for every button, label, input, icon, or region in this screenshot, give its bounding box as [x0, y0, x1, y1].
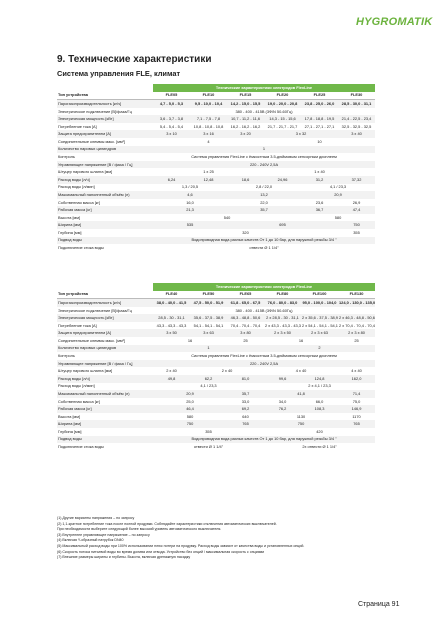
- row-value: 54,1 - 54,1 - 54,1: [193, 322, 224, 328]
- table-group-title: Технические характеристики электродов FlexLine: [153, 84, 375, 92]
- row-value: 2 x 3 x 80: [338, 329, 375, 337]
- table-row: [57, 360, 375, 368]
- row-label: Глубина [мм]: [58, 229, 82, 235]
- row-value: 580: [334, 214, 342, 220]
- row-value: 18,6: [227, 176, 264, 184]
- row-value: 3 x 10: [153, 130, 190, 138]
- row-value: 640: [242, 413, 249, 419]
- row-label: Подключение стока воды: [58, 443, 104, 449]
- table-row: [57, 244, 375, 252]
- table-row: [57, 352, 375, 360]
- row-value: 12,48: [190, 176, 227, 184]
- row-value: 76,2: [264, 405, 301, 413]
- row-value: 22,0: [260, 199, 268, 205]
- row-value: 35,7: [227, 390, 264, 398]
- row-label: Управляющее напряжение [В / фаза / Гц]: [57, 161, 153, 169]
- table-row: [57, 322, 375, 330]
- row-value: 33,0: [241, 398, 250, 404]
- row-value: Система управления FlexLine с ёмкостным 3.5-дюймовым сенсорным дисплеем: [191, 353, 337, 359]
- row-value: 36,7: [301, 206, 338, 214]
- row-value: 16: [187, 337, 193, 343]
- row-value: 35,6 - 37,5 - 38,9: [190, 314, 227, 322]
- footnote: (1) Другие варианты напряжения – по запросу: [57, 516, 135, 520]
- row-value: 1: [153, 146, 375, 154]
- row-value: 2 x 54,1 - 54,1 - 54,1: [302, 322, 338, 328]
- row-value: Водопроводная вода разных качеств От 1 до 10 бар, для наружной резьбы 3/4 ": [153, 436, 375, 444]
- row-value: 3,6 - 3,7 - 3,8: [153, 115, 190, 123]
- header-model: FLE20: [264, 92, 301, 100]
- row-value: 25: [354, 337, 359, 343]
- row-value: 47,5 - 50,0 - 51,9: [190, 299, 227, 307]
- header-model: FLE05: [153, 92, 190, 100]
- row-value: 10,8 - 10,8 - 10,8: [193, 123, 224, 129]
- row-value: 75,0: [352, 398, 361, 404]
- table-row: [57, 161, 375, 169]
- row-value: 750: [338, 221, 375, 229]
- row-value: 420: [316, 428, 323, 434]
- row-value: 28,5 - 30 - 31,1: [153, 314, 190, 322]
- row-label: Контроль: [58, 154, 75, 160]
- row-value: 3 x 16: [190, 130, 227, 138]
- row-value: 62,2: [190, 375, 227, 383]
- footnote: (5) Максимальный расход воды при 100% использовании плюс потери на продувку. Расход воды зависит от качества воды и установленных опций.: [57, 543, 305, 548]
- table-row: [57, 130, 375, 138]
- row-value: 19,0 - 20,0 - 20,8: [264, 100, 301, 108]
- row-value: 41,8: [264, 390, 338, 398]
- row-value: 71,4: [338, 390, 375, 398]
- row-value: 3 x 80: [227, 329, 264, 337]
- row-value: 13,2: [227, 191, 301, 199]
- row-value: 43,3 - 43,3 - 43,3: [156, 322, 187, 328]
- row-value: 76,0 - 80,0 - 83,0: [264, 299, 301, 307]
- row-value: 9,5 - 10,0 - 10,4: [190, 100, 227, 108]
- row-value: 25: [243, 337, 248, 343]
- row-value: 2 x 43,3 - 43,3 - 43,3: [265, 322, 301, 328]
- row-value: 695: [227, 221, 338, 229]
- row-label: Собственная масса [кг]: [58, 199, 100, 205]
- row-value: 16,0: [186, 199, 194, 205]
- table-row: [57, 436, 375, 444]
- table-row: [57, 405, 375, 413]
- row-value: 355: [353, 229, 360, 235]
- row-value: 46,3 - 48,8 - 50,6: [227, 314, 264, 322]
- row-value: 1 x 25: [203, 169, 214, 175]
- row-value: 750: [264, 420, 338, 428]
- row-value: 4,7 - 5,0 - 5,3: [153, 100, 190, 108]
- footnote: (4) Включая Y-образный патрубок DN40: [57, 538, 124, 543]
- row-value: 1,3 / 20,5: [181, 184, 199, 190]
- row-value: 355: [205, 428, 212, 434]
- table-row: [57, 229, 375, 237]
- row-value: 81,0: [227, 375, 264, 383]
- brand-logo: HYGROMATIK: [356, 16, 433, 28]
- row-value: 1130: [296, 413, 306, 419]
- row-value: 2 x 3 x 63: [301, 329, 338, 337]
- row-value: 4,1 / 23,3: [329, 184, 347, 190]
- footnote: (3) Внутреннее управляющее напряжение – по запросу: [57, 532, 150, 537]
- header-model: FLE80: [264, 291, 301, 299]
- table-row: [57, 345, 375, 353]
- row-value: 2: [264, 345, 375, 353]
- row-value: 1170: [352, 413, 361, 419]
- row-value: 4,1 / 23,3: [200, 383, 217, 389]
- row-label: Рабочая масса [кг]: [57, 405, 153, 413]
- table-row: [57, 206, 375, 214]
- row-label: Парогазопроизводительность [кг/ч]: [57, 299, 153, 307]
- table-row: [57, 443, 375, 451]
- table-row: [57, 191, 375, 199]
- row-value: 320: [242, 229, 249, 235]
- row-value: 69,2: [227, 405, 264, 413]
- row-value: 2 x 3 x 50: [264, 329, 301, 337]
- footnote: (2) 1,1-кратное потребление тока после полной продувки. Соблюдайте характеристики отключения автоматических выключателей.: [57, 521, 277, 526]
- table-row: [57, 428, 375, 436]
- row-value: Система управления FlexLine с ёмкостным 3.5-дюймовым сенсорным дисплеем: [191, 154, 337, 160]
- row-label: Электрическое подключение [В]/фаза/Гц: [58, 108, 132, 114]
- row-value: 7,1 - 7,5 - 7,8: [190, 115, 227, 123]
- row-value: 124,8: [301, 375, 338, 383]
- table-row: [57, 100, 375, 108]
- table-row: [57, 115, 375, 123]
- row-value: 1: [153, 345, 264, 353]
- row-value: 380 - 400 - 415В (3Ф/N 50-60Гц): [235, 307, 293, 313]
- row-value: 21,4 - 22,5 - 23,4: [338, 115, 375, 123]
- table-row: [57, 123, 375, 131]
- row-value: 6,24: [153, 176, 190, 184]
- row-label: Штуцер парового шланга [мм]: [58, 368, 113, 374]
- row-label: Электрическая мощность [кВт]: [57, 115, 153, 123]
- row-value: 2,8 / 22,0: [255, 184, 273, 190]
- row-label: Подвод воды: [57, 237, 153, 245]
- row-value: 220 - 240V 2,5A: [153, 161, 375, 169]
- row-value: 146,9: [338, 405, 375, 413]
- table-row: [57, 184, 375, 192]
- row-label: Глубина [мм]: [58, 428, 82, 434]
- row-value: 25,0: [186, 398, 194, 404]
- table-row: [57, 214, 375, 222]
- footnote: (7) Внешние размеры ширины и глубины. Высота, включая дренажную насадку: [57, 555, 191, 560]
- table-row: [57, 199, 375, 207]
- row-value: 580: [186, 413, 194, 419]
- row-value: 162,0: [338, 375, 375, 383]
- row-label: Парогазопроизводительность [кг/ч]: [57, 100, 153, 108]
- table-row: [57, 375, 375, 383]
- row-value: 2 x 28,5 - 30 - 31,1: [264, 314, 301, 322]
- table-row: [57, 307, 375, 315]
- row-label: Расход воды [л/ч]: [57, 375, 153, 383]
- header-model: FLE15: [227, 92, 264, 100]
- table-row: [57, 314, 375, 322]
- row-value: 24,96: [264, 176, 301, 184]
- row-value: 765: [338, 420, 375, 428]
- table-row: [57, 146, 375, 154]
- row-label: Высота [мм]: [58, 214, 80, 220]
- row-value: 32,5 - 32,5 - 32,5: [341, 123, 372, 129]
- row-value: 20,9: [153, 390, 227, 398]
- row-label: Расход воды [л/мин]: [58, 184, 95, 190]
- row-label: Электрическое подключение [В]/фаза/Гц: [58, 307, 132, 313]
- row-value: 2 x 4,1 / 23,3: [308, 383, 331, 389]
- row-label: Расход воды [л/мин]: [58, 383, 95, 389]
- row-value: 3 x 50: [153, 329, 190, 337]
- header-model: FLE30: [338, 92, 375, 100]
- table-row: [57, 138, 375, 146]
- row-value: 220 - 240V 2,5A: [153, 360, 375, 368]
- row-value: 47,4: [338, 206, 375, 214]
- section-subheading: Система управления FLE, климат: [57, 69, 181, 78]
- header-label: Тип устройства: [57, 291, 153, 299]
- row-label: Ширина [мм]: [57, 221, 153, 229]
- row-value: 2 x 70,4 - 70,4 - 70,4: [339, 322, 375, 328]
- table-row: [57, 383, 375, 391]
- row-label: Количество паровых цилиндров: [57, 146, 153, 154]
- row-value: 61,8 - 65,0 - 67,5: [227, 299, 264, 307]
- header-model: FLE40: [153, 291, 190, 299]
- page-number: Страница 91: [358, 601, 400, 608]
- table-row: [57, 221, 375, 229]
- row-label: Электрическая мощность [кВт]: [57, 314, 153, 322]
- header-model: FLE25: [301, 92, 338, 100]
- row-value: 3 x 32: [264, 130, 338, 138]
- row-value: 16,2 - 16,2 - 16,2: [230, 123, 261, 129]
- header-model: FLE10: [190, 92, 227, 100]
- row-value: 23,8 - 25,0 - 26,0: [301, 100, 338, 108]
- header-model: FLE50: [190, 291, 227, 299]
- row-value: 70,4 - 70,4 - 70,4: [230, 322, 261, 328]
- row-value: 380 - 400 - 415В (3Ф/N 50-60Гц): [235, 108, 293, 114]
- row-value: 2 x 35,6 - 37,5 - 38,9: [302, 315, 338, 321]
- row-value: 28,5 - 30,0 - 31,1: [338, 100, 375, 108]
- table-row: [57, 398, 375, 406]
- row-value: 1 x 40: [314, 169, 325, 175]
- row-label: Потребление тока [А]: [58, 123, 97, 129]
- row-label: Соединительные клеммы макс. [мм²]: [58, 337, 125, 343]
- row-value: 4 x 40: [295, 368, 307, 374]
- row-value: 10: [317, 138, 322, 144]
- row-value: 5,4 - 5,4 - 5,4: [159, 123, 184, 129]
- row-label: Максимальный наполненный объём (л): [57, 390, 153, 398]
- spec-table-small: [57, 84, 375, 252]
- row-label: Соединительные клеммы макс. [мм²]: [58, 138, 125, 144]
- section-heading: 9. Технические характеристики: [57, 54, 212, 65]
- spec-table-large: [57, 283, 375, 451]
- row-value: 4 x 40: [351, 368, 362, 374]
- table-row: [57, 413, 375, 421]
- row-label: Ширина [мм]: [57, 420, 153, 428]
- row-value: 3 x 63: [190, 329, 227, 337]
- footnotes: [57, 516, 387, 561]
- header-model: FLE100: [301, 291, 338, 299]
- row-value: 66,0: [315, 398, 324, 404]
- row-value: 3 x 20: [227, 130, 264, 138]
- row-value: 10,7 - 11,2 - 11,6: [227, 115, 264, 123]
- table-group-title: Технические характеристики электродов FlexLine: [153, 283, 375, 291]
- row-value: 37,32: [338, 176, 375, 184]
- row-value: 20,9: [301, 191, 375, 199]
- footnote: При необходимости выберите следующий более высокий уровень автоматического выключателя.: [57, 527, 222, 532]
- row-label: Защита предохранителем [А]: [57, 329, 153, 337]
- row-value: 4,6: [153, 191, 227, 199]
- row-value: 46,4: [153, 405, 227, 413]
- row-label: Управляющее напряжение [В / фаза / Гц]: [57, 360, 153, 368]
- row-value: 23,6: [315, 199, 324, 205]
- row-value: 124,0 - 130,0 - 135,0: [339, 299, 375, 305]
- row-label: Защита предохранителем [А]: [57, 130, 153, 138]
- header-model: FLE130: [338, 291, 375, 299]
- row-label: Собственная масса [кг]: [58, 398, 100, 404]
- row-value: 765: [227, 420, 264, 428]
- row-value: отвести Ø 1 1/4": [249, 244, 279, 250]
- row-value: 31,2: [301, 176, 338, 184]
- row-value: 21,7 - 21,7 - 21,7: [267, 123, 298, 129]
- row-label: Рабочая масса [кг]: [57, 206, 153, 214]
- row-value: 108,3: [301, 405, 338, 413]
- row-value: 99,6: [264, 375, 301, 383]
- table-row: [57, 420, 375, 428]
- row-value: 16: [298, 337, 304, 343]
- row-label: Подключение стока воды: [58, 244, 104, 250]
- row-value: 26,9: [352, 199, 361, 205]
- row-value: 2x отвести Ø 1 1/4": [302, 443, 337, 449]
- row-value: 49,8: [153, 375, 190, 383]
- row-value: 95,0 - 100,0 - 104,0: [302, 299, 337, 305]
- row-label: Потребление тока [А]: [58, 322, 97, 328]
- table-row: [57, 176, 375, 184]
- row-value: 2 x 40: [166, 368, 177, 374]
- table-row: [57, 299, 375, 307]
- row-value: 750: [153, 420, 227, 428]
- table-row: [57, 337, 375, 345]
- row-value: 2 x 46,3 - 48,8 - 50,6: [339, 315, 375, 321]
- header-label: Тип устройства: [57, 92, 153, 100]
- table-row: [57, 367, 375, 375]
- row-value: отвести Ø 1 1/4": [193, 443, 224, 449]
- row-value: 27,1 - 27,1 - 27,1: [304, 123, 335, 129]
- table-row: [57, 329, 375, 337]
- row-value: 2 x 40: [221, 368, 233, 374]
- table-row: [57, 168, 375, 176]
- row-value: 14,3 - 15 - 15,6: [264, 115, 301, 123]
- header-model: FLE65: [227, 291, 264, 299]
- row-value: 14,2 - 15,0 - 15,5: [227, 100, 264, 108]
- row-label: Контроль: [58, 353, 75, 359]
- table-row: [57, 108, 375, 116]
- row-value: 38,0 - 40,0 - 41,5: [153, 299, 190, 307]
- row-value: 35,7: [227, 206, 301, 214]
- row-label: Максимальный наполненный объём (л): [57, 191, 153, 199]
- row-label: Расход воды [л/ч]: [57, 176, 153, 184]
- row-value: 540: [223, 214, 231, 220]
- row-value: 3 x 40: [338, 130, 375, 138]
- row-label: Подвод воды: [57, 436, 153, 444]
- footnote: (6) Скорость потока питьевой воды во время долива или отвода. Устройство без опций / максимальная скорость с опциями: [57, 549, 265, 554]
- table-row: [57, 153, 375, 161]
- row-value: 535: [153, 221, 227, 229]
- row-value: 34,0: [278, 398, 287, 404]
- table-row: [57, 237, 375, 245]
- row-value: Водопроводная вода разных качеств От 1 до 10 бар, для наружной резьбы 3/4 ": [153, 237, 375, 245]
- row-value: 4: [207, 138, 210, 144]
- row-label: Количество паровых цилиндров: [57, 345, 153, 353]
- row-value: 21,3: [153, 206, 227, 214]
- row-label: Высота [мм]: [58, 413, 80, 419]
- row-value: 17,8 - 18,8 - 19,5: [301, 115, 338, 123]
- row-label: Штуцер парового шланга [мм]: [58, 169, 113, 175]
- table-row: [57, 390, 375, 398]
